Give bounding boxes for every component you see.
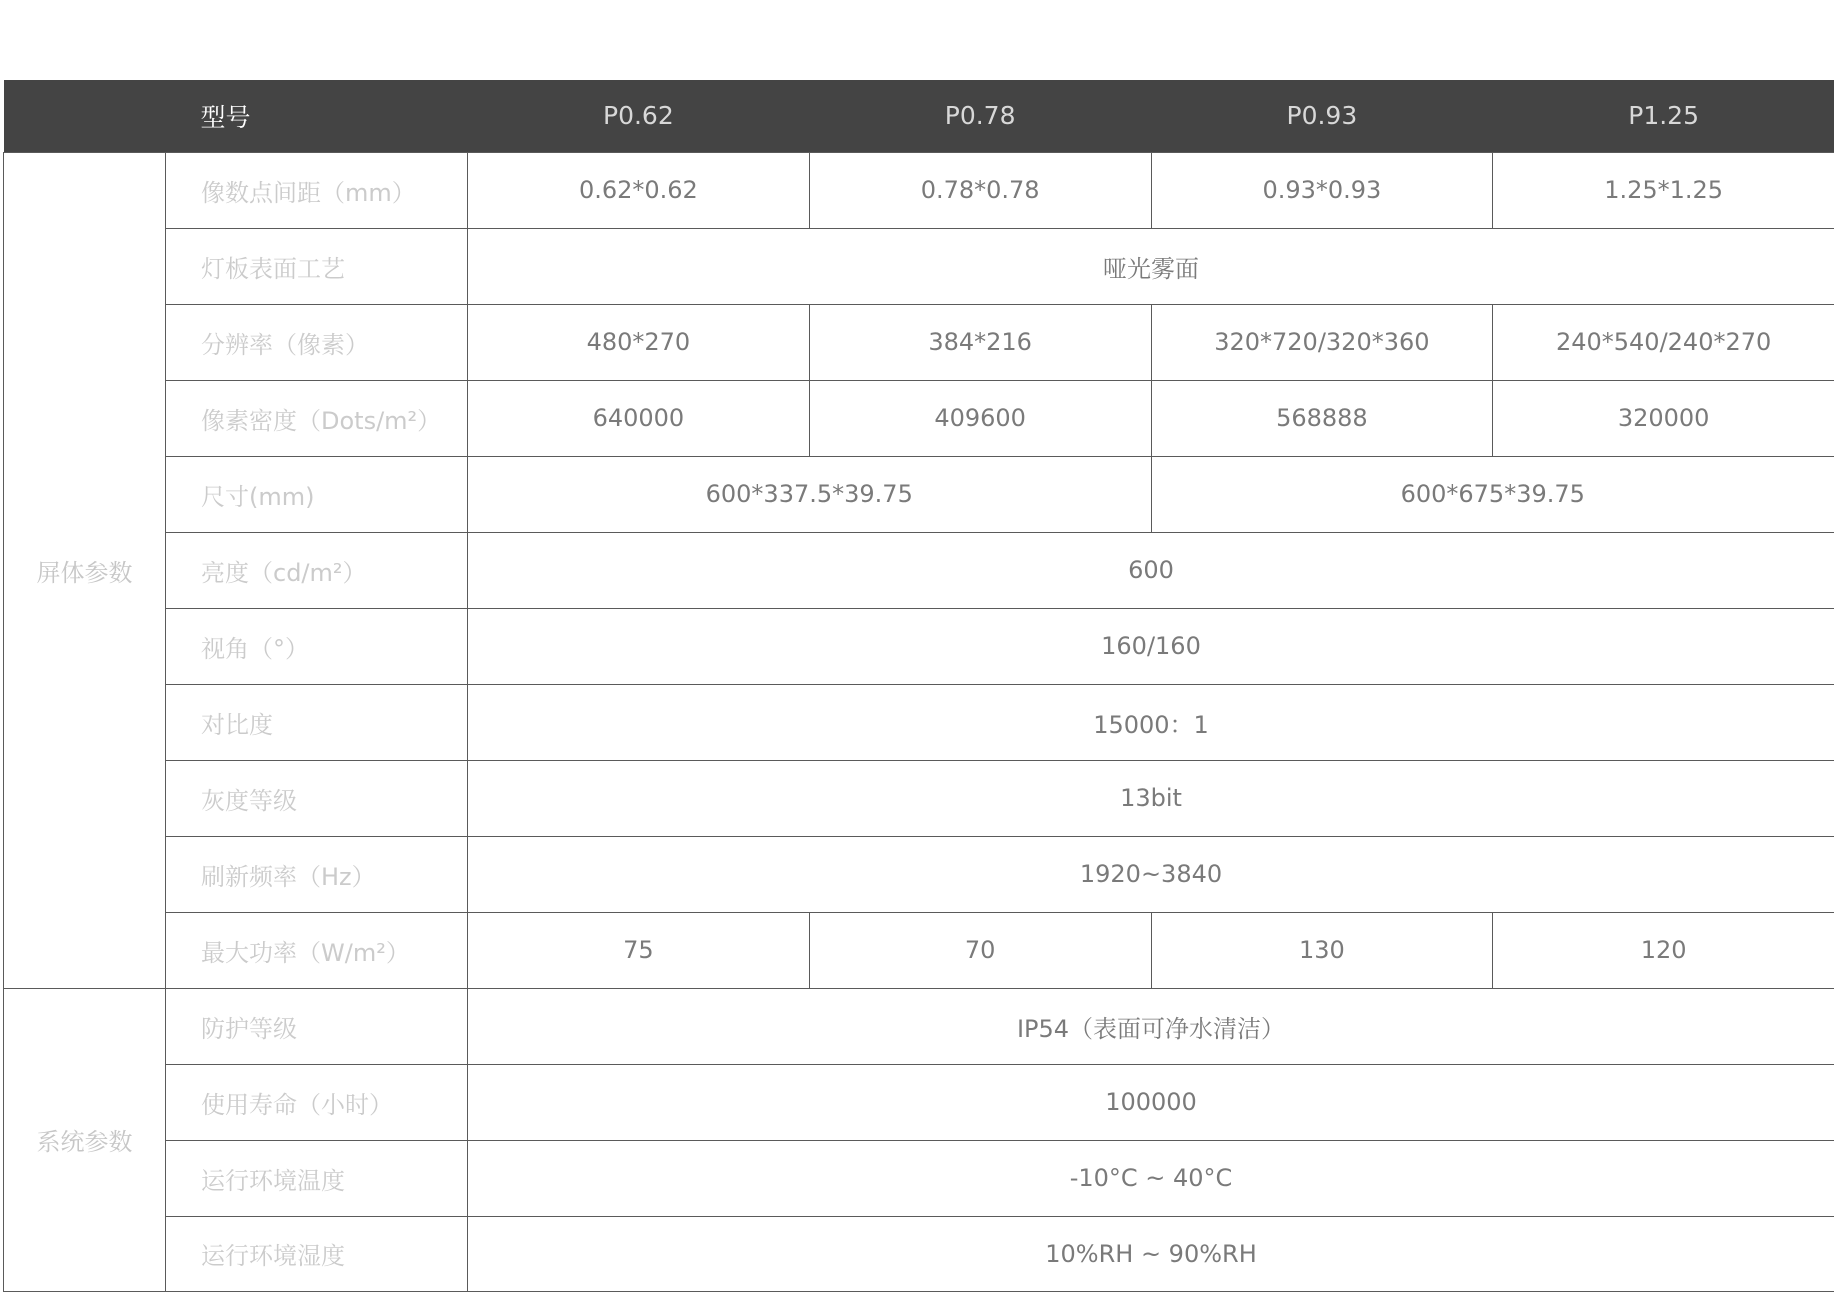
value-cell: 哑光雾面 xyxy=(468,228,1834,304)
header-model-p125: P1.25 xyxy=(1628,101,1699,131)
group-screen-params: 屏体参数 xyxy=(4,152,166,988)
value-cell: 0.93*0.93 xyxy=(1151,152,1493,228)
param-label: 尺寸(mm) xyxy=(166,456,468,532)
table-row-surface xyxy=(4,228,1834,304)
table-header-row xyxy=(4,80,1834,152)
value-cell: 600*675*39.75 xyxy=(1151,456,1834,532)
value-cell: 15000：1 xyxy=(468,684,1834,760)
param-label: 防护等级 xyxy=(166,988,468,1064)
value-cell: 13bit xyxy=(468,760,1834,836)
param-label: 像数点间距（mm） xyxy=(166,152,468,228)
table-row-refresh xyxy=(4,836,1834,912)
param-label: 刷新频率（Hz） xyxy=(166,836,468,912)
value-cell: 1.25*1.25 xyxy=(1493,152,1834,228)
value-cell: 130 xyxy=(1151,912,1493,988)
table-row-op-humidity xyxy=(4,1216,1834,1291)
value-cell: 120 xyxy=(1493,912,1834,988)
param-label: 运行环境湿度 xyxy=(166,1216,468,1291)
param-label: 最大功率（W/m²） xyxy=(166,912,468,988)
param-label: 灰度等级 xyxy=(166,760,468,836)
value-cell: 320*720/320*360 xyxy=(1151,304,1493,380)
param-label: 亮度（cd/m²） xyxy=(166,532,468,608)
table-row-resolution xyxy=(4,304,1834,380)
table-row-pixel-pitch xyxy=(4,152,1834,228)
value-cell: 100000 xyxy=(468,1064,1834,1140)
header-model-p062: P0.62 xyxy=(603,101,674,131)
value-cell: 0.62*0.62 xyxy=(468,152,810,228)
table-row-view-angle xyxy=(4,608,1834,684)
value-cell: 160/160 xyxy=(468,608,1834,684)
value-cell: 1920~3840 xyxy=(468,836,1834,912)
table-row-size xyxy=(4,456,1834,532)
table-row-gray-level xyxy=(4,760,1834,836)
header-param-label: 型号 xyxy=(200,102,251,132)
header-model-p093: P0.93 xyxy=(1286,101,1358,131)
param-label: 运行环境温度 xyxy=(166,1140,468,1216)
value-cell: 600 xyxy=(468,532,1834,608)
value-cell: 320000 xyxy=(1493,380,1834,456)
param-label: 像素密度（Dots/m²） xyxy=(166,380,468,456)
table-row-lifetime xyxy=(4,1064,1834,1140)
group-system-params: 系统参数 xyxy=(4,988,166,1291)
param-label: 使用寿命（小时） xyxy=(166,1064,468,1140)
spec-table xyxy=(3,80,1834,1292)
value-cell: 480*270 xyxy=(468,304,810,380)
table-row-density xyxy=(4,380,1834,456)
header-model-p078: P0.78 xyxy=(944,101,1016,131)
value-cell: 75 xyxy=(468,912,810,988)
table-row-max-power xyxy=(4,912,1834,988)
value-cell: 0.78*0.78 xyxy=(809,152,1151,228)
value-cell: 568888 xyxy=(1151,380,1493,456)
table-row-op-temp xyxy=(4,1140,1834,1216)
value-cell: 640000 xyxy=(468,380,810,456)
param-label: 分辨率（像素） xyxy=(166,304,468,380)
table-row-brightness xyxy=(4,532,1834,608)
value-cell: 240*540/240*270 xyxy=(1493,304,1834,380)
value-cell: 409600 xyxy=(809,380,1151,456)
value-cell: 10%RH ~ 90%RH xyxy=(468,1216,1834,1291)
value-cell: IP54（表面可净水清洁） xyxy=(468,988,1834,1064)
table-row-contrast xyxy=(4,684,1834,760)
value-cell: 70 xyxy=(809,912,1151,988)
value-cell: 600*337.5*39.75 xyxy=(468,456,1152,532)
header-group-cell xyxy=(4,80,166,152)
param-label: 对比度 xyxy=(166,684,468,760)
value-cell: 384*216 xyxy=(809,304,1151,380)
table-row-protection xyxy=(4,988,1834,1064)
value-cell: -10°C ~ 40°C xyxy=(468,1140,1834,1216)
spec-table-container xyxy=(3,80,1834,1292)
param-label: 视角（°） xyxy=(166,608,468,684)
param-label: 灯板表面工艺 xyxy=(166,228,468,304)
